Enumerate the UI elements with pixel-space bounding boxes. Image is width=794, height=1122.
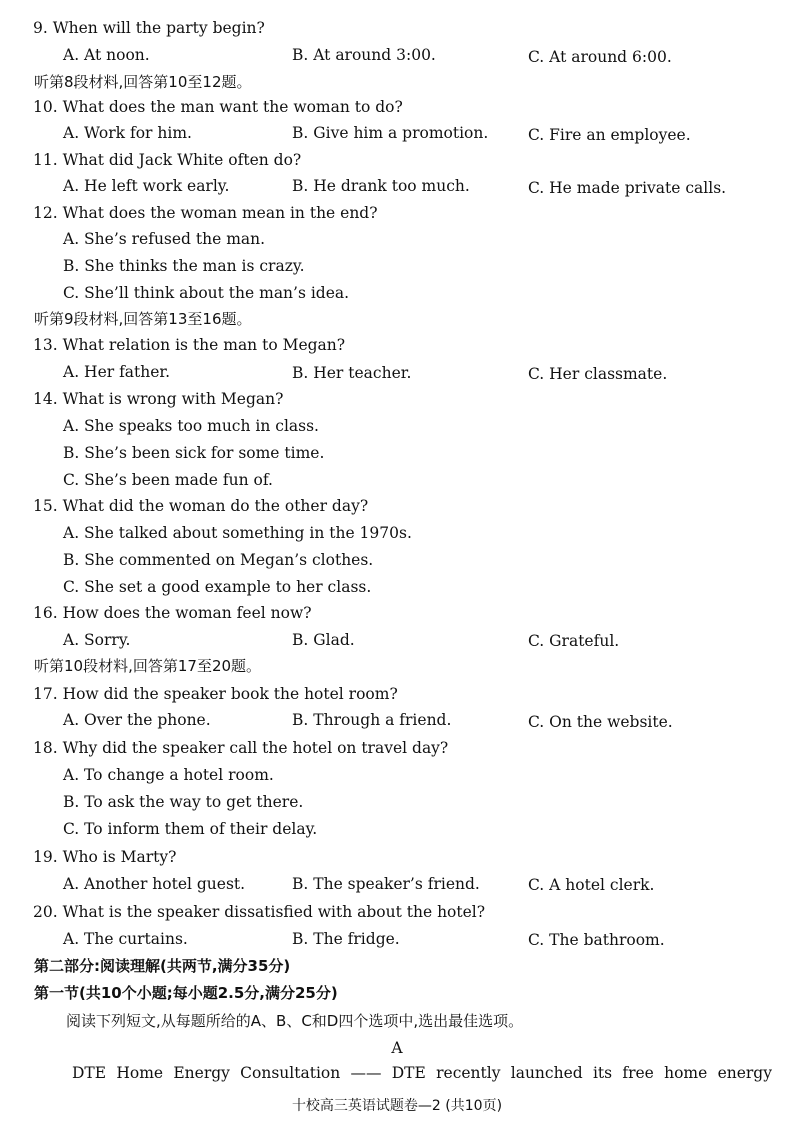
option-11-a: A. He left work early. <box>63 177 230 195</box>
question-16: 16. How does the woman feel now? <box>33 604 312 622</box>
reading-instruction: 阅读下列短文,从每题所给的A、B、C和D四个选项中,选出最佳选项。 <box>66 1012 524 1030</box>
option-18-a: A. To change a hotel room. <box>63 766 274 784</box>
part-2-section-1: 第一节(共10个小题;每小题2.5分,满分25分) <box>34 984 338 1002</box>
option-10-b: B. Give him a promotion. <box>292 124 489 142</box>
option-15-b: B. She commented on Megan’s clothes. <box>63 551 374 569</box>
question-13: 13. What relation is the man to Megan? <box>33 336 346 354</box>
option-12-a: A. She’s refused the man. <box>63 230 266 248</box>
option-12-b: B. She thinks the man is crazy. <box>63 257 305 275</box>
option-13-c: C. Her classmate. <box>528 365 668 383</box>
question-20: 20. What is the speaker dissatisfied with about the hotel? <box>33 903 486 921</box>
option-15-c: C. She set a good example to her class. <box>63 578 372 596</box>
question-18: 18. Why did the speaker call the hotel on travel day? <box>33 739 449 757</box>
option-18-b: B. To ask the way to get there. <box>63 793 304 811</box>
option-20-a: A. The curtains. <box>63 930 188 948</box>
question-17: 17. How did the speaker book the hotel room? <box>33 685 398 703</box>
question-15: 15. What did the woman do the other day? <box>33 497 369 515</box>
part-2-title: 第二部分:阅读理解(共两节,满分35分) <box>34 957 291 975</box>
option-10-a: A. Work for him. <box>63 124 192 142</box>
option-16-c: C. Grateful. <box>528 632 620 650</box>
page-footer: 十校高三英语试题卷—2 (共10页) <box>291 1098 503 1114</box>
question-14: 14. What is wrong with Megan? <box>33 390 284 408</box>
option-9-b: B. At around 3:00. <box>292 46 436 64</box>
option-13-b: B. Her teacher. <box>292 364 412 382</box>
section-instruction-8: 听第8段材料,回答第10至12题。 <box>34 73 252 91</box>
option-17-b: B. Through a friend. <box>292 711 452 729</box>
option-19-a: A. Another hotel guest. <box>63 875 246 893</box>
option-15-a: A. She talked about something in the 1970s. <box>63 524 412 542</box>
section-instruction-9: 听第9段材料,回答第13至16题。 <box>34 310 252 328</box>
option-17-c: C. On the website. <box>528 713 673 731</box>
option-14-c: C. She’s been made fun of. <box>63 471 273 489</box>
question-12: 12. What does the woman mean in the end? <box>33 204 378 222</box>
option-19-b: B. The speaker’s friend. <box>292 875 480 893</box>
section-instruction-10: 听第10段材料,回答第17至20题。 <box>34 657 262 675</box>
option-20-b: B. The fridge. <box>292 930 400 948</box>
option-12-c: C. She’ll think about the man’s idea. <box>63 284 350 302</box>
passage-letter: A <box>391 1039 403 1057</box>
option-16-a: A. Sorry. <box>63 631 131 649</box>
option-14-b: B. She’s been sick for some time. <box>63 444 325 462</box>
option-20-c: C. The bathroom. <box>528 931 665 949</box>
question-19: 19. Who is Marty? <box>33 848 177 866</box>
passage-first-line: DTE Home Energy Consultation —— DTE recently launched its free home energy <box>72 1064 772 1082</box>
option-13-a: A. Her father. <box>63 363 171 381</box>
option-11-c: C. He made private calls. <box>528 179 727 197</box>
option-10-c: C. Fire an employee. <box>528 126 691 144</box>
option-11-b: B. He drank too much. <box>292 177 470 195</box>
option-9-a: A. At noon. <box>63 46 150 64</box>
question-9: 9. When will the party begin? <box>33 19 265 37</box>
option-14-a: A. She speaks too much in class. <box>63 417 319 435</box>
option-9-c: C. At around 6:00. <box>528 48 672 66</box>
option-16-b: B. Glad. <box>292 631 355 649</box>
option-19-c: C. A hotel clerk. <box>528 876 655 894</box>
option-18-c: C. To inform them of their delay. <box>63 820 318 838</box>
question-10: 10. What does the man want the woman to do? <box>33 98 403 116</box>
option-17-a: A. Over the phone. <box>63 711 211 729</box>
question-11: 11. What did Jack White often do? <box>33 151 302 169</box>
